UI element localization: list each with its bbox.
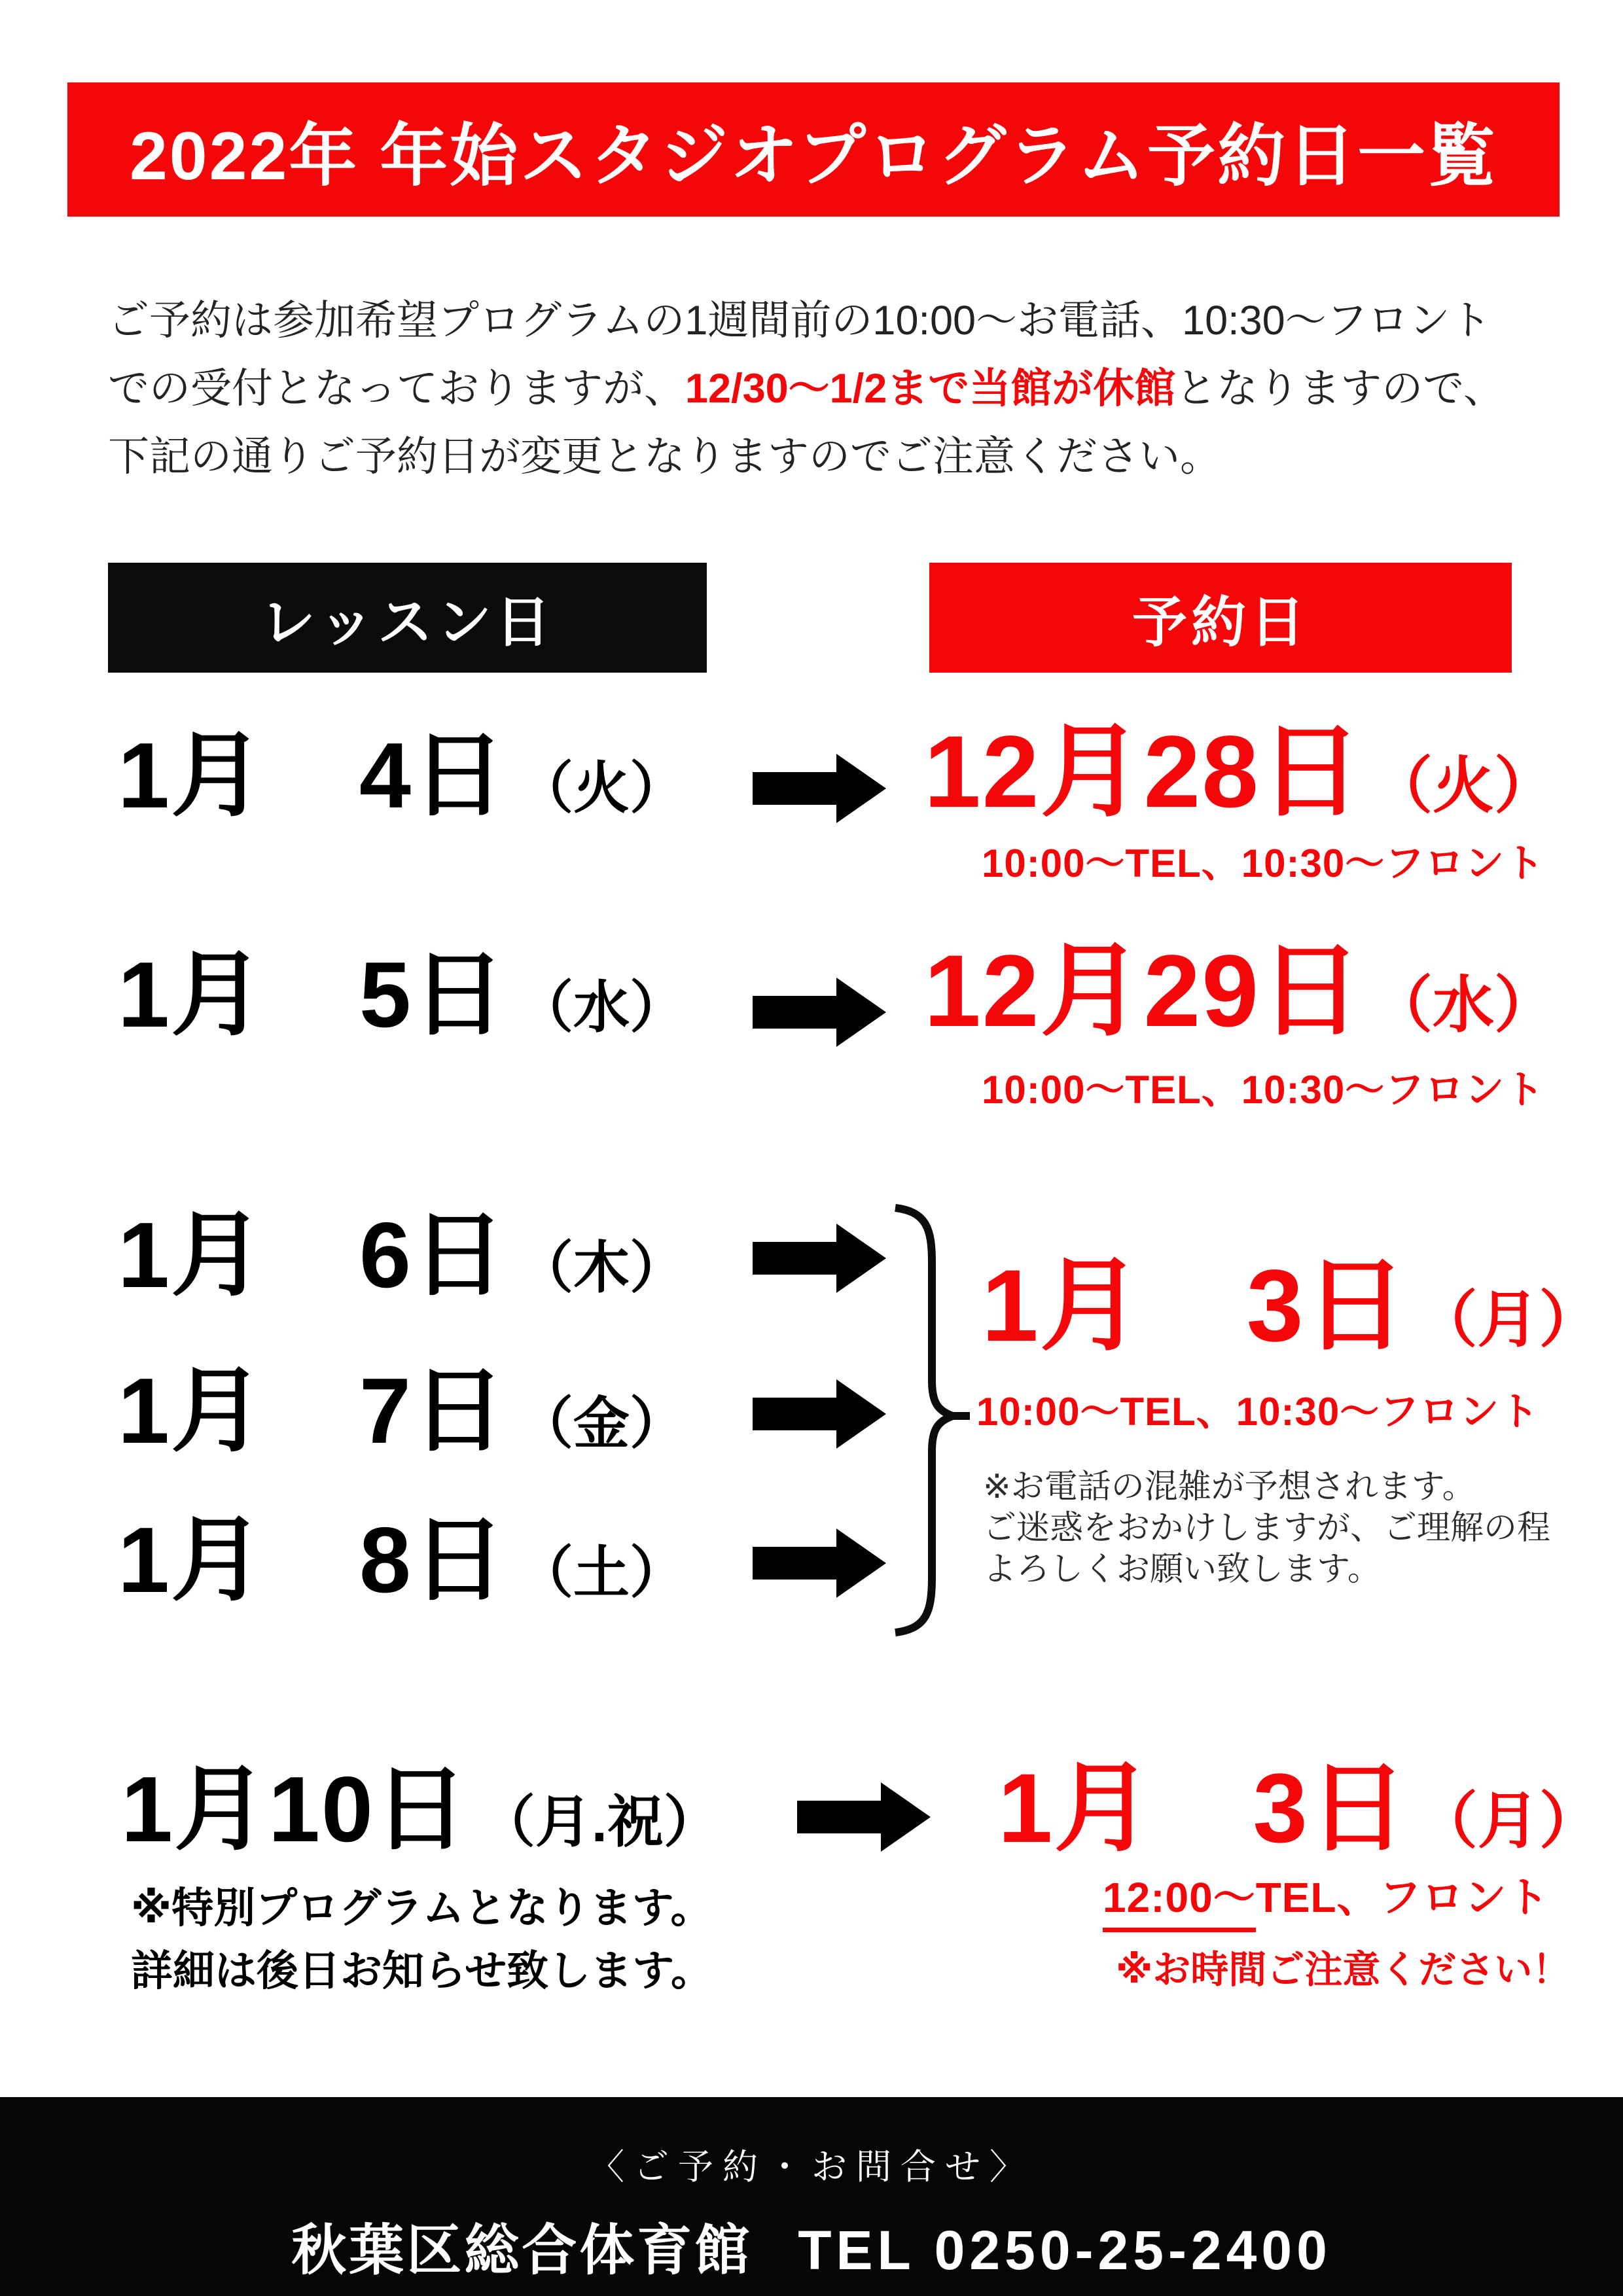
intro-paragraph	[108, 287, 1574, 491]
lesson-day-header-label: レッスン日	[260, 591, 555, 653]
reserve-time-jan3-special: 12:00～TEL、フロント	[1103, 1877, 1550, 1918]
arrow-right-icon	[753, 1527, 887, 1599]
reserve-date-dec29: 12月29日 （水）	[924, 934, 1556, 1048]
special-program-note-line-2: 詳細は後日お知らせ致します。	[131, 1947, 713, 1994]
weekday-label: （金）	[516, 1392, 686, 1455]
reserve-time-dec28: 10:00～TEL、10:30～フロント	[982, 841, 1545, 885]
lesson-date-jan8: 1月 8日 （土）	[118, 1508, 686, 1612]
intro-line-3: 下記の通りご予約日が変更となりますのでご注意ください。	[108, 434, 1221, 480]
lesson-date-jan4: 1月 4日 （火）	[118, 724, 686, 828]
arrow-right-icon	[753, 1378, 887, 1450]
weekday-label: （月）	[1416, 1786, 1601, 1855]
special-program-note-line-1: ※特別プログラムとなります。	[131, 1884, 713, 1932]
page-title: 2022年 年始スタジオプログラム予約日一覧	[129, 118, 1498, 194]
lesson-day-header	[108, 563, 707, 673]
weekday-label: （月.祝）	[478, 1791, 720, 1854]
weekday-label: （火）	[516, 757, 686, 820]
time-caution-note: ※お時間ご注意ください！	[1116, 1949, 1571, 1991]
reserve-time-jan3-group: 10:00～TEL、10:30～フロント	[976, 1390, 1540, 1434]
weekday-label: （水）	[516, 976, 686, 1039]
weekday-label: （木）	[516, 1237, 686, 1299]
title-banner	[67, 82, 1560, 217]
weekday-label: （火）	[1371, 751, 1556, 820]
congestion-note-line-3: よろしくお願い致します。	[983, 1550, 1381, 1587]
congestion-note-line-2: ご迷惑をおかけしますが、ご理解の程	[983, 1509, 1551, 1546]
facility-name: 秋葉区総合体育館	[291, 2219, 753, 2281]
contact-info	[291, 2206, 1332, 2286]
special-program-note	[131, 1877, 713, 2002]
weekday-label: （水）	[1371, 970, 1556, 1039]
arrow-right-icon	[753, 1222, 887, 1294]
arrow-right-icon	[753, 752, 887, 824]
reserve-date-jan3-group: 1月 3日 （月）	[982, 1249, 1601, 1363]
closure-highlight: 12/30～1/2まで当館が休館	[685, 366, 1176, 412]
arrow-right-icon	[753, 976, 887, 1048]
intro-line-2: での受付となっておりますが、12/30～1/2まで当館が休館となりますので、	[108, 366, 1505, 412]
reserve-day-header-label: 予約日	[1132, 591, 1309, 653]
underlined-time: 12:00～	[1103, 1874, 1256, 1932]
lesson-date-jan7: 1月 7日 （金）	[118, 1359, 686, 1463]
lesson-date-jan6: 1月 6日 （木）	[118, 1203, 686, 1307]
congestion-note-line-1: ※お電話の混雑が予想されます。	[983, 1468, 1476, 1505]
lesson-date-jan10: 1月10日 （月.祝）	[121, 1757, 720, 1862]
arrow-right-icon	[797, 1781, 931, 1853]
contact-heading: 〈ご予約・お問合せ〉	[589, 2147, 1034, 2187]
footer-bar	[0, 2097, 1623, 2296]
phone-number: TEL 0250-25-2400	[798, 2219, 1332, 2281]
intro-line-1: ご予約は参加希望プログラムの1週間前の10:00～お電話、10:30～フロント	[108, 298, 1491, 344]
reserve-day-header	[929, 563, 1512, 673]
lesson-date-jan5: 1月 5日 （水）	[118, 943, 686, 1047]
weekday-label: （月）	[1416, 1285, 1601, 1354]
reserve-date-dec28: 12月28日 （火）	[924, 715, 1556, 829]
reserve-date-jan3-special: 1月 3日 （月）	[998, 1753, 1601, 1863]
reserve-time-dec29: 10:00～TEL、10:30～フロント	[982, 1068, 1545, 1112]
congestion-note	[983, 1466, 1550, 1589]
weekday-label: （土）	[516, 1542, 686, 1604]
grouping-brace-icon	[885, 1203, 970, 1638]
